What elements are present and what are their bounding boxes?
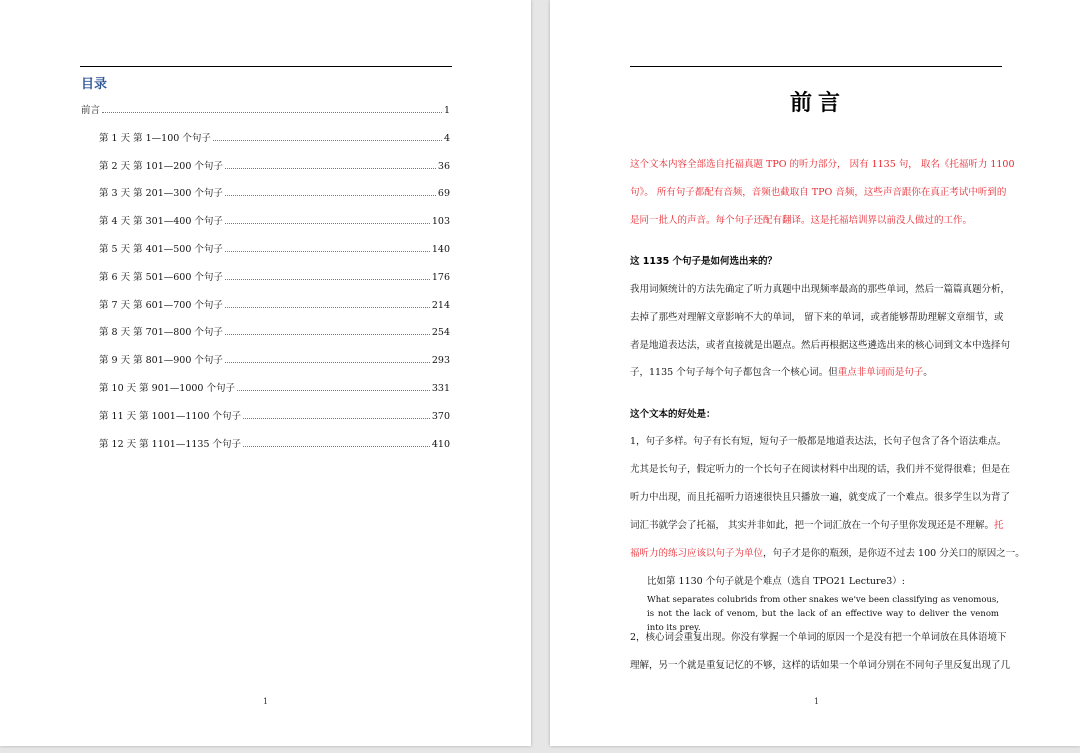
- body-text: 词汇书就学会了托福， 其实并非如此，把一个词汇放在一个句子里你发现还是不理解。: [630, 520, 995, 531]
- body-line: 理解，另一个就是重复记忆的不够，这样的话如果一个单词分别在不同句子里反复出现了几: [630, 660, 1011, 671]
- body-line: 我用词频统计的方法先确定了听力真题中出现频率最高的那些单词，然后一篇篇真题分析，: [630, 284, 1011, 295]
- toc-entry-day-7[interactable]: [99, 297, 450, 311]
- body-line: [630, 364, 933, 378]
- toc-entry-page: 69: [437, 188, 450, 199]
- toc-page: [0, 0, 531, 746]
- toc-entry-day-11[interactable]: [99, 408, 450, 422]
- toc-entry-page: 254: [431, 327, 450, 338]
- toc-entry-page: 140: [431, 244, 450, 255]
- toc-leader-dots: [237, 389, 430, 391]
- toc-leader-dots: [243, 445, 430, 447]
- toc-entry-page: 370: [431, 411, 450, 422]
- toc-entry-day-10[interactable]: [99, 380, 450, 394]
- body-line: 者是地道表达法，或者直接就是出题点。然后再根据这些遴选出来的核心词到文本中选择句: [630, 340, 1011, 351]
- toc-entry-label: 第 6 天 第 501—600 个句子: [99, 272, 223, 283]
- body-line: 去掉了那些对理解文章影响不大的单词， 留下来的单词，或者能够帮助理解文章细节，或: [630, 312, 1004, 323]
- toc-entry-page: 410: [431, 439, 450, 450]
- toc-entry-label: 第 3 天 第 201—300 个句子: [99, 188, 223, 199]
- intro-line: 这个文本内容全部选自托福真题 TPO 的听力部分， 因有 1135 句， 取名《托福听力 1100: [630, 159, 1015, 170]
- toc-entry-label: 第 4 天 第 301—400 个句子: [99, 216, 223, 227]
- toc-entry-day-5[interactable]: [99, 241, 450, 255]
- toc-entry-day-8[interactable]: [99, 324, 450, 338]
- toc-entry-day-1[interactable]: [99, 130, 450, 144]
- top-rule: [630, 66, 1002, 67]
- toc-entry-day-4[interactable]: [99, 213, 450, 227]
- toc-entry-label: 第 10 天 第 901—1000 个句子: [99, 383, 235, 394]
- body-line: 听力中出现，而且托福听力语速很快且只播放一遍，就变成了一个难点。很多学生以为背了: [630, 492, 1011, 503]
- toc-entry-page: 1: [443, 105, 450, 116]
- preface-page: [550, 0, 1080, 746]
- toc-entry-page: 214: [431, 300, 450, 311]
- toc-entry-label: 第 8 天 第 701—800 个句子: [99, 327, 223, 338]
- page-number: 1: [263, 697, 269, 706]
- toc-entry-day-9[interactable]: [99, 352, 450, 366]
- toc-leader-dots: [213, 139, 442, 141]
- toc-leader-dots: [225, 222, 430, 224]
- example-intro: 比如第 1130 个句子就是个难点（选自 TPO21 Lecture3）:: [647, 576, 905, 587]
- toc-entry-day-12[interactable]: [99, 436, 450, 450]
- preface-title: 前言: [790, 91, 847, 116]
- toc-entry-label: 第 9 天 第 801—900 个句子: [99, 355, 223, 366]
- toc-leader-dots: [225, 194, 436, 196]
- toc-entry-day-3[interactable]: [99, 185, 450, 199]
- body-line: [630, 545, 1025, 559]
- highlighted-text: 重点非单词而是句子: [837, 367, 924, 378]
- toc-entry-page: 36: [437, 161, 450, 172]
- top-rule: [80, 66, 452, 67]
- toc-leader-dots: [225, 167, 436, 169]
- toc-title: 目录: [81, 77, 108, 92]
- toc-leader-dots: [102, 111, 442, 113]
- body-text: ，句子才是你的瓶颈，是你迈不过去 100 分关口的原因之一。: [763, 548, 1025, 559]
- toc-entry-label: 第 11 天 第 1001—1100 个句子: [99, 411, 242, 422]
- section-heading-selection: 这 1135 个句子是如何选出来的？: [630, 256, 778, 267]
- toc-entry-label: 第 1 天 第 1—100 个句子: [99, 133, 211, 144]
- toc-leader-dots: [225, 250, 430, 252]
- highlighted-text: 福听力的练习应该以句子为单位: [630, 548, 764, 559]
- page-number: 1: [814, 697, 820, 706]
- toc-entry-page: 331: [431, 383, 450, 394]
- body-text: 子，1135 个句子每个句子都包含一个核心词。但: [630, 367, 838, 378]
- section-heading-benefits: 这个文本的好处是：: [630, 409, 716, 420]
- toc-entry-label: 第 7 天 第 601—700 个句子: [99, 300, 223, 311]
- body-line: 2，核心词会重复出现。你没有掌握一个单词的原因一个是没有把一个单词放在具体语境下: [630, 632, 1007, 643]
- toc-entry-page: 4: [443, 133, 450, 144]
- intro-line: 是同一批人的声音。每个句子还配有翻译。这是托福培训界以前没人做过的工作。: [630, 215, 973, 226]
- toc-entry-day-6[interactable]: [99, 269, 450, 283]
- toc-entry-page: 293: [431, 355, 450, 366]
- toc-leader-dots: [243, 417, 430, 419]
- intro-line: 句》。 所有句子都配有音频，音频也截取自 TPO 音频，这些声音跟你在真正考试中听到的: [630, 187, 1007, 198]
- body-line: 尤其是长句子，假定听力的一个长句子在阅读材料中出现的话，我们并不觉得很难；但是在: [630, 464, 1011, 475]
- toc-leader-dots: [225, 306, 430, 308]
- toc-entry-page: 103: [431, 216, 450, 227]
- body-line: [630, 517, 1004, 531]
- body-text: 。: [923, 367, 933, 378]
- example-sentence: What separates colubrids from other snakes we've been classifying as venomous, is not the lack of venom, but the lack of an effective way to deliver the venom into its prey.: [647, 595, 999, 633]
- toc-leader-dots: [225, 333, 430, 335]
- toc-entry-label: 第 5 天 第 401—500 个句子: [99, 244, 223, 255]
- toc-entry-label: 前言: [81, 105, 101, 116]
- highlighted-text: 托: [994, 520, 1004, 531]
- toc-entry-label: 第 12 天 第 1101—1135 个句子: [99, 439, 242, 450]
- toc-entry-label: 第 2 天 第 101—200 个句子: [99, 161, 223, 172]
- toc-entry-page: 176: [431, 272, 450, 283]
- toc-leader-dots: [225, 278, 430, 280]
- toc-entry-preface[interactable]: [81, 102, 450, 116]
- body-line: 1，句子多样。句子有长有短，短句子一般都是地道表达法，长句子包含了各个语法难点。: [630, 436, 1007, 447]
- toc-entry-day-2[interactable]: [99, 158, 450, 172]
- toc-leader-dots: [225, 361, 430, 363]
